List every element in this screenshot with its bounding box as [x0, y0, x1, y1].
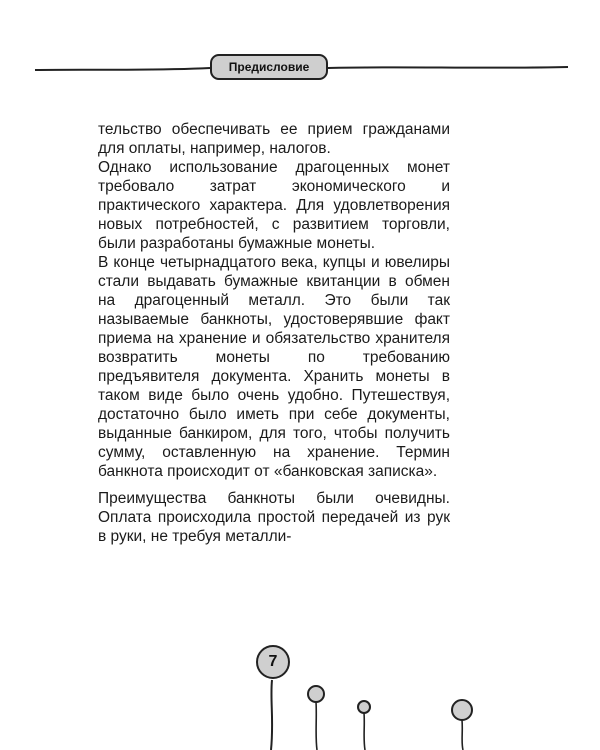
section-title: Предисловие — [228, 60, 310, 74]
paragraph-4: Преимущества банкноты были очевидны. Оплата происходила простой передачей из рук в руки, не требуя металли- — [98, 490, 450, 545]
balloon-decoration — [0, 600, 600, 750]
page-number-badge — [256, 645, 290, 679]
section-title-tab — [210, 54, 328, 80]
paragraph-3: В конце четырнадцатого века, купцы и ювелиры стали выдавать бумажные квитанции в обмен на драгоценный металл. Это были так называемые банкноты, удостоверявшие факт приема на хранение и обязательство хранителя возвратить монеты по требованию предъявителя документа. Хранить монеты в таком виде было очень удобно. Путешествуя, достаточно было иметь при себе документы, выданные банкиром, для того, чтобы получить сумму, оставленную на хранение. Термин банкнота происходит от «банковская записка». — [98, 254, 450, 480]
body-text — [98, 120, 450, 546]
paragraph-2: Однако использование драгоценных монет требовало затрат экономического и практического характера. Для удовлетворения новых потребностей, с развитием торговли, были разработаны бумажные монеты. — [98, 159, 450, 252]
page-number: 7 — [268, 653, 278, 670]
paragraph-1: тельство обеспечивать ее прием гражданами для оплаты, например, налогов. — [98, 121, 450, 157]
